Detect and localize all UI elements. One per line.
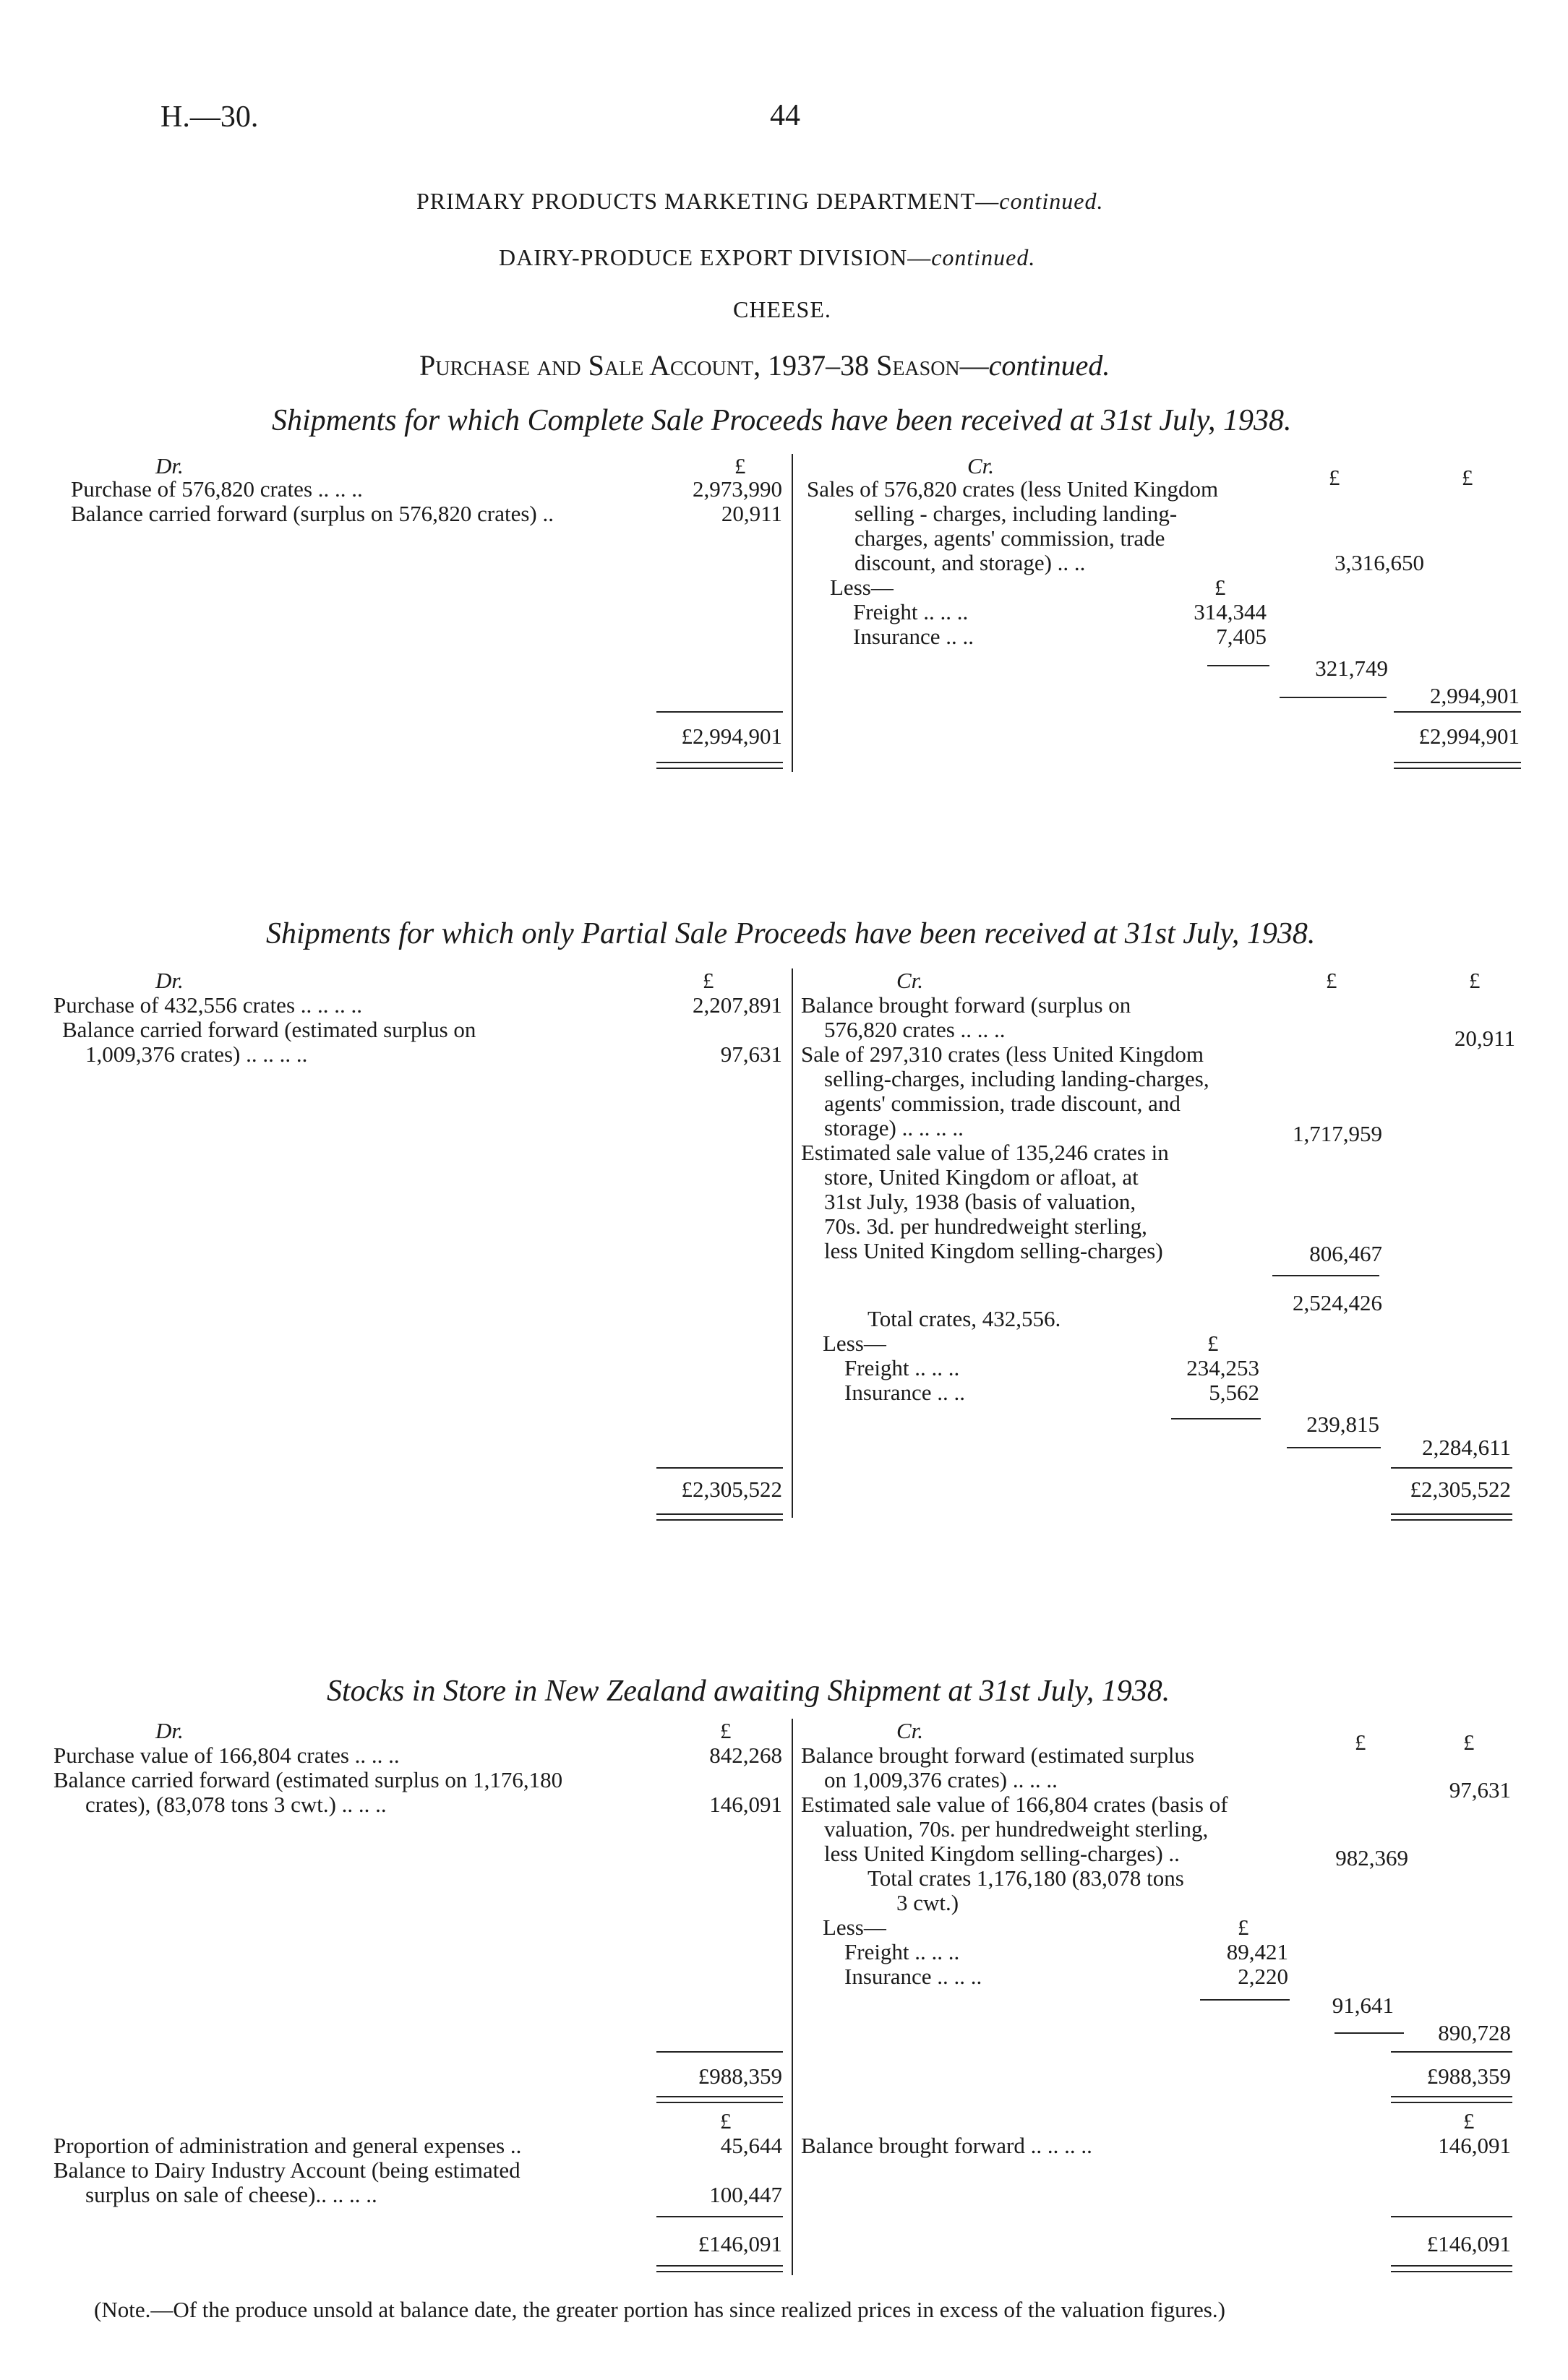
s3-left-line-2: Balance carried forward (estimated surplus on 1,176,180 <box>53 1767 563 1792</box>
s2-right-line-7: Estimated sale value of 135,246 crates in <box>801 1140 1169 1165</box>
s3-right-pound-2: £ <box>1463 1730 1475 1755</box>
s1-balance-label: Balance carried forward (surplus on 576,820 crates) .. <box>71 501 554 526</box>
s2-less-rule <box>1171 1418 1261 1419</box>
s3-right-pound-1: £ <box>1355 1730 1366 1755</box>
s3-p2-left-line-3: surplus on sale of cheese).. .. .. .. <box>85 2182 377 2207</box>
s3-less-total: 91,641 <box>1332 1993 1394 2018</box>
s3-freight-amount: 89,421 <box>1226 1939 1288 1964</box>
s1-right-line-1: Sales of 576,820 crates (less United Kingdom <box>807 476 1219 502</box>
s2-balance-amount: 97,631 <box>720 1041 782 1067</box>
department-continued: continued. <box>999 188 1104 214</box>
s1-right-line-3: charges, agents' commission, trade <box>854 525 1165 551</box>
s2-sale-amount: 1,717,959 <box>1293 1121 1382 1146</box>
s3-p2-left-total: £146,091 <box>698 2231 782 2256</box>
s2-insurance-amount: 5,562 <box>1209 1380 1259 1405</box>
s3-net-amount: 890,728 <box>1438 2020 1511 2045</box>
s3-purchase-amount: 842,268 <box>709 1743 782 1768</box>
s3-insurance-label: Insurance .. .. .. <box>844 1964 982 1989</box>
s2-freight-label: Freight .. .. .. <box>844 1355 960 1380</box>
s2-right-pound-2: £ <box>1469 968 1481 993</box>
s3-right-line-4: valuation, 70s. per hundredweight sterling, <box>824 1816 1209 1842</box>
s1-insurance-label: Insurance .. .. <box>853 624 974 649</box>
s2-less-total: 239,815 <box>1306 1412 1379 1437</box>
s3-right-line-3: Estimated sale value of 166,804 crates (basis of <box>801 1792 1228 1817</box>
s2-left-total: £2,305,522 <box>681 1477 782 1502</box>
s2-left-line-1: Purchase of 432,556 crates .. .. .. .. <box>53 992 363 1018</box>
s1-center-rule <box>792 454 793 772</box>
s3-p2-right-double-rule <box>1391 2265 1512 2272</box>
s1-cr-label: Cr. <box>967 453 995 478</box>
s2-less-label: Less— <box>823 1331 886 1356</box>
footnote: (Note.—Of the produce unsold at balance date, the greater portion has since realized prices in excess of the valuation figures.) <box>94 2297 1225 2322</box>
s1-left-total: £2,994,901 <box>681 723 782 749</box>
s2-left-total-rule <box>656 1467 783 1469</box>
s3-balance-amount: 146,091 <box>709 1792 782 1817</box>
s2-right-line-2: 576,820 crates .. .. .. <box>824 1017 1006 1042</box>
s3-p2-left-line-2: Balance to Dairy Industry Account (being estimated <box>53 2157 520 2183</box>
s3-p2-left-total-rule <box>656 2216 783 2217</box>
s3-est-amount: 982,369 <box>1335 1845 1408 1870</box>
s2-net-rule <box>1287 1447 1381 1448</box>
s3-p2-right-pound: £ <box>1463 2108 1475 2134</box>
s1-right-line-4: discount, and storage) .. .. <box>854 550 1086 575</box>
s3-right-line-1: Balance brought forward (estimated surplus <box>801 1743 1195 1768</box>
s3-right-total-rule <box>1391 2051 1512 2053</box>
s3-admin-amount: 45,644 <box>720 2133 782 2158</box>
s2-subtotal: 2,524,426 <box>1293 1290 1382 1315</box>
s2-right-line-1: Balance brought forward (surplus on <box>801 992 1131 1018</box>
s3-left-line-3: crates), (83,078 tons 3 cwt.) .. .. .. <box>85 1792 387 1817</box>
s1-purchase-amount: 2,973,990 <box>693 476 782 502</box>
s2-purchase-amount: 2,207,891 <box>693 992 782 1018</box>
s1-right-pound-1: £ <box>1329 465 1340 490</box>
s2-right-line-3: Sale of 297,310 crates (less United Kingdom <box>801 1041 1204 1067</box>
s2-left-pound: £ <box>703 968 714 993</box>
account-name: Purchase and Sale Account, 1937–38 Season— <box>419 349 989 382</box>
s2-freight-amount: 234,253 <box>1186 1355 1259 1380</box>
s3-p2-right-total-rule <box>1391 2216 1512 2217</box>
s3-insurance-amount: 2,220 <box>1238 1964 1288 1989</box>
s1-dr-label: Dr. <box>155 453 184 478</box>
s1-less-total: 321,749 <box>1315 656 1388 681</box>
s2-balance-bf-amount: 20,911 <box>1454 1026 1515 1051</box>
s1-less-pound: £ <box>1214 575 1226 600</box>
s2-right-total: £2,305,522 <box>1410 1477 1511 1502</box>
s3-right-double-rule <box>1391 2096 1512 2103</box>
s3-right-line-6: Total crates 1,176,180 (83,078 tons <box>867 1865 1184 1891</box>
s1-left-total-rule <box>656 711 783 713</box>
s2-subtotal-rule <box>1272 1275 1379 1276</box>
s3-less-rule <box>1200 1999 1290 2001</box>
division-name: DAIRY-PRODUCE EXPORT DIVISION— <box>499 244 932 270</box>
s2-right-line-11: less United Kingdom selling-charges) <box>824 1238 1163 1263</box>
commodity-title: CHEESE. <box>733 296 831 322</box>
s2-est-amount: 806,467 <box>1309 1241 1382 1266</box>
s3-left-double-rule <box>656 2096 783 2103</box>
s2-left-double-rule <box>656 1513 783 1521</box>
s3-right-line-7: 3 cwt.) <box>896 1890 959 1915</box>
s3-less-label: Less— <box>823 1915 886 1940</box>
s3-freight-label: Freight .. .. .. <box>844 1939 960 1964</box>
s3-cr-label: Cr. <box>896 1718 924 1743</box>
s2-cr-label: Cr. <box>896 968 924 993</box>
s1-less-label: Less— <box>830 575 894 600</box>
s2-right-line-5: agents' commission, trade discount, and <box>824 1091 1181 1116</box>
s1-net-amount: 2,994,901 <box>1430 683 1520 708</box>
page-code: H.—30. <box>160 100 259 134</box>
s1-net-rule <box>1280 697 1387 698</box>
s2-less-pound: £ <box>1207 1331 1219 1356</box>
s1-balance-amount: 20,911 <box>721 501 782 526</box>
s2-net-amount: 2,284,611 <box>1422 1435 1511 1460</box>
s1-right-total-rule <box>1394 711 1521 713</box>
s3-p2-left-line-1: Proportion of administration and general expenses .. <box>53 2133 522 2158</box>
s2-total-crates: Total crates, 432,556. <box>867 1306 1061 1331</box>
s2-left-line-2: Balance carried forward (estimated surplus on <box>62 1017 476 1042</box>
s3-left-line-1: Purchase value of 166,804 crates .. .. .. <box>53 1743 400 1768</box>
s1-less-rule <box>1207 665 1269 666</box>
s3-dr-label: Dr. <box>155 1718 184 1743</box>
s3-right-line-5: less United Kingdom selling-charges) .. <box>824 1841 1180 1866</box>
s2-right-line-10: 70s. 3d. per hundredweight sterling, <box>824 1213 1147 1239</box>
s2-right-double-rule <box>1391 1513 1512 1521</box>
s2-right-line-4: selling-charges, including landing-charges, <box>824 1066 1209 1091</box>
section2-heading: Shipments for which only Partial Sale Proceeds have been received at 31st July, 1938. <box>266 917 1316 950</box>
s3-p2-bf-amount: 146,091 <box>1438 2133 1511 2158</box>
account-continued: continued. <box>988 349 1110 382</box>
s1-right-line-2: selling - charges, including landing- <box>854 501 1178 526</box>
account-title <box>419 348 1110 382</box>
s2-left-line-3: 1,009,376 crates) .. .. .. .. <box>85 1041 308 1067</box>
s2-insurance-label: Insurance .. .. <box>844 1380 965 1405</box>
section3-heading: Stocks in Store in New Zealand awaiting Shipment at 31st July, 1938. <box>327 1675 1170 1708</box>
s1-sales-amount: 3,316,650 <box>1334 550 1424 575</box>
s2-center-rule <box>792 968 793 1518</box>
s3-center-rule <box>792 1719 793 2275</box>
s3-p2-left-pound: £ <box>720 2108 732 2134</box>
s2-right-line-6: storage) .. .. .. .. <box>824 1115 964 1140</box>
s1-left-double-rule <box>656 762 783 769</box>
s3-balance-bf-amount: 97,631 <box>1449 1777 1511 1803</box>
s1-freight-label: Freight .. .. .. <box>853 599 969 624</box>
s1-freight-amount: 314,344 <box>1194 599 1267 624</box>
s2-right-total-rule <box>1391 1467 1512 1469</box>
page-number: 44 <box>770 99 800 132</box>
s3-dairy-amount: 100,447 <box>709 2182 782 2207</box>
s1-right-pound-2: £ <box>1462 465 1473 490</box>
s1-purchase-label: Purchase of 576,820 crates .. .. .. <box>71 476 363 502</box>
division-title <box>499 244 1035 271</box>
s3-right-line-2: on 1,009,376 crates) .. .. .. <box>824 1767 1058 1792</box>
s3-less-pound: £ <box>1238 1915 1249 1940</box>
s2-right-line-8: store, United Kingdom or afloat, at <box>824 1164 1139 1190</box>
department-title <box>416 188 1103 215</box>
s1-right-total: £2,994,901 <box>1418 723 1520 749</box>
s3-right-total: £988,359 <box>1426 2063 1511 2089</box>
s2-right-pound-1: £ <box>1326 968 1337 993</box>
s3-p2-right-line: Balance brought forward .. .. .. .. <box>801 2133 1092 2158</box>
department-name: PRIMARY PRODUCTS MARKETING DEPARTMENT— <box>416 188 1000 214</box>
division-continued: continued. <box>931 244 1036 270</box>
s3-p2-right-total: £146,091 <box>1426 2231 1511 2256</box>
s2-right-line-9: 31st July, 1938 (basis of valuation, <box>824 1189 1136 1214</box>
s1-left-pound: £ <box>734 453 746 478</box>
s1-insurance-amount: 7,405 <box>1216 624 1267 649</box>
s3-left-pound: £ <box>720 1718 732 1743</box>
s3-left-total: £988,359 <box>698 2063 782 2089</box>
s3-p2-left-double-rule <box>656 2265 783 2272</box>
s3-left-total-rule <box>656 2051 783 2053</box>
s1-right-double-rule <box>1394 762 1521 769</box>
section1-heading: Shipments for which Complete Sale Proceeds have been received at 31st July, 1938. <box>272 404 1292 437</box>
s2-dr-label: Dr. <box>155 968 184 993</box>
